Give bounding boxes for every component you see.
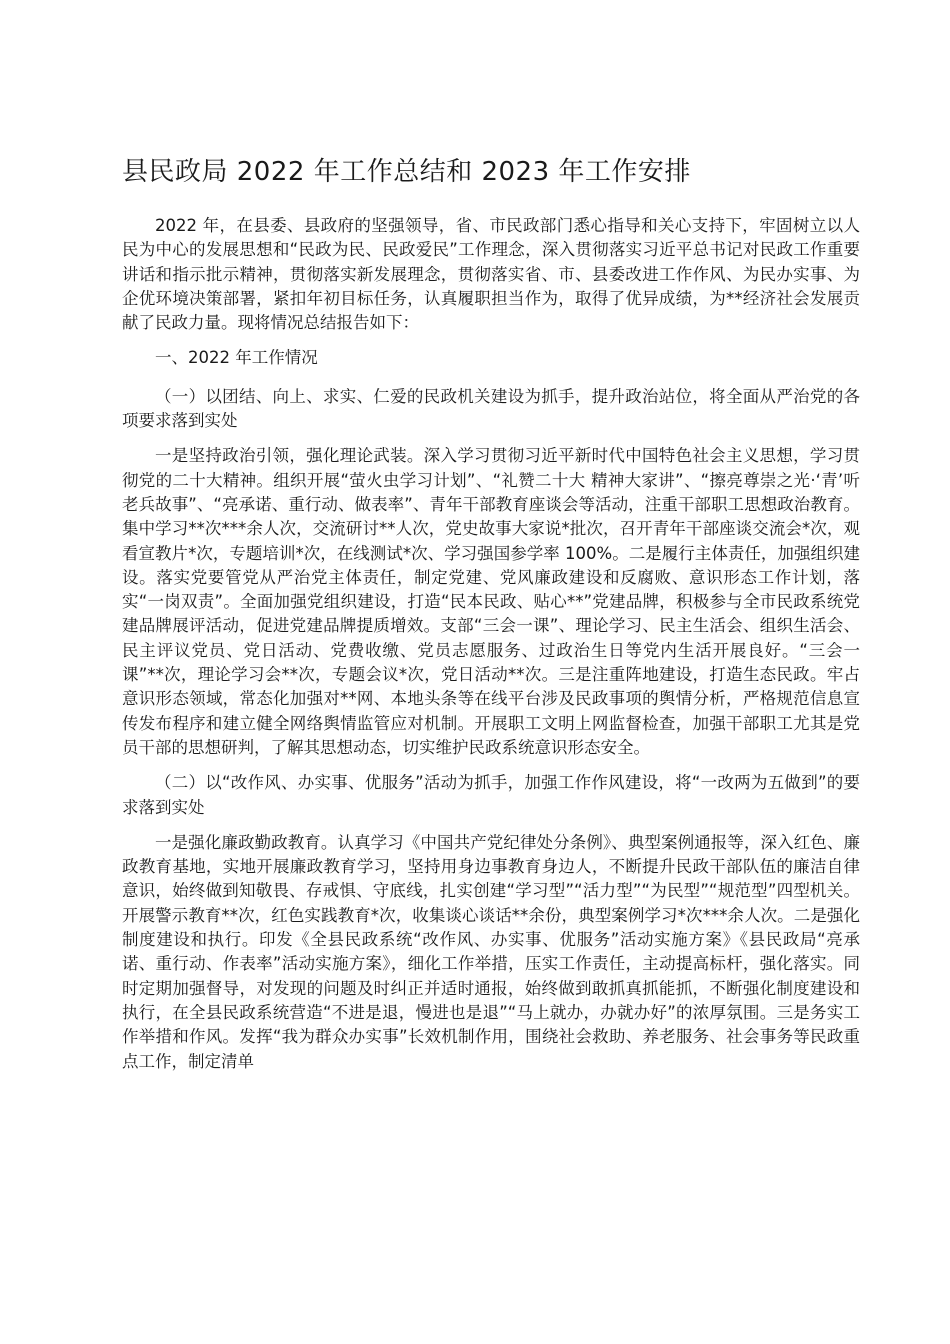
subsection-heading-1: （一）以团结、向上、求实、仁爱的民政机关建设为抓手，提升政治站位，将全面从严治党的各项要求落到实处 xyxy=(122,386,860,431)
subsection-heading-2: （二）以“改作风、办实事、优服务”活动为抓手，加强工作作风建设，将“一改两为五做到”的要求落到实处 xyxy=(122,773,860,817)
document-page xyxy=(122,150,860,1085)
document-title: 县民政局 2022 年工作总结和 2023 年工作安排 xyxy=(122,157,691,187)
intro-paragraph: 2022 年，在县委、县政府的坚强领导，省、市民政部门悉心指导和关心支持下，牢固树立以人民为中心的发展思想和“民政为民、民政爱民”工作理念，深入贯彻落实习近平总书记对民政工作重要讲话和指示批示精神，贯彻落实新发展理念，贯彻落实省、市、县委改进工作作风、为民办实事、为企优环境决策部署，紧扣年初目标任务，认真履职担当作为，取得了优异成绩，为**经济社会发展贡献了民政力量。现将情况总结报告如下： xyxy=(122,216,860,333)
section-heading-1: 一、2022 年工作情况 xyxy=(155,348,318,368)
subsection-body-1: 一是坚持政治引领，强化理论武装。深入学习贯彻习近平新时代中国特色社会主义思想，学习贯彻党的二十大精神。组织开展“萤火虫学习计划”、“礼赞二十大 精神大家讲”、“擦亮尊崇之光·‘青’听老兵故事”、“亮承诺、重行动、做表率”、青年干部教育座谈会等活动，注重干部职工思想政治教育。集中学习**次***余人次，交流研讨**人次，党史故事大家说*批次，召开青年干部座谈交流会*次，观看宣教片*次，专题培训*次，在线测试*次、学习强国参学率 100%。二是履行主体责任，加强组织建设。落实党要管党从严治党主体责任，制定党建、党风廉政建设和反腐败、意识形态工作计划，落实“一岗双责”。全面加强党组织建设，打造“民本民政、贴心**”党建品牌，积极参与全市民政系统党建品牌展评活动，促进党建品牌提质增效。支部“三会一课”、理论学习、民主生活会、组织生活会、民主评议党员、党日活动、党费收缴、党员志愿服务、过政治生日等党内生活开展良好。“三会一课”**次，理论学习会**次，专题会议*次，党日活动**次。三是注重阵地建设，打造生态民政。牢占意识形态领域，常态化加强对**网、本地头条等在线平台涉及民政事项的舆情分析，严格规范信息宣传发布程序和建立健全网络舆情监管应对机制。开展职工文明上网监督检查，加强干部职工尤其是党员干部的思想研判，了解其思想动态，切实维护民政系统意识形态安全。 xyxy=(122,446,861,757)
subsection-body-2: 一是强化廉政勤政教育。认真学习《中国共产党纪律处分条例》、典型案例通报等，深入红色、廉政教育基地，实地开展廉政教育学习，坚持用身边事教育身边人，不断提升民政干部队伍的廉洁自律意识，始终做到知敬畏、存戒惧、守底线，扎实创建“学习型”“活力型”“为民型”“规范型”四型机关。开展警示教育**次，红色实践教育*次，收集谈心谈话**余份，典型案例学习*次***余人次。二是强化制度建设和执行。印发《全县民政系统“改作风、办实事、优服务”活动实施方案》《县民政局“亮承诺、重行动、作表率”活动实施方案》，细化工作举措，压实工作责任，主动提高标杆，强化落实。同时定期加强督导，对发现的问题及时纠正并适时通报，始终做到敢抓真抓能抓，不断强化制度建设和执行，在全县民政系统营造“不进是退，慢进也是退”“马上就办，办就办好”的浓厚氛围。三是务实工作举措和作风。发挥“我为群众办实事”长效机制作用，围绕社会救助、养老服务、社会事务等民政重点工作，制定清单 xyxy=(122,832,860,1071)
